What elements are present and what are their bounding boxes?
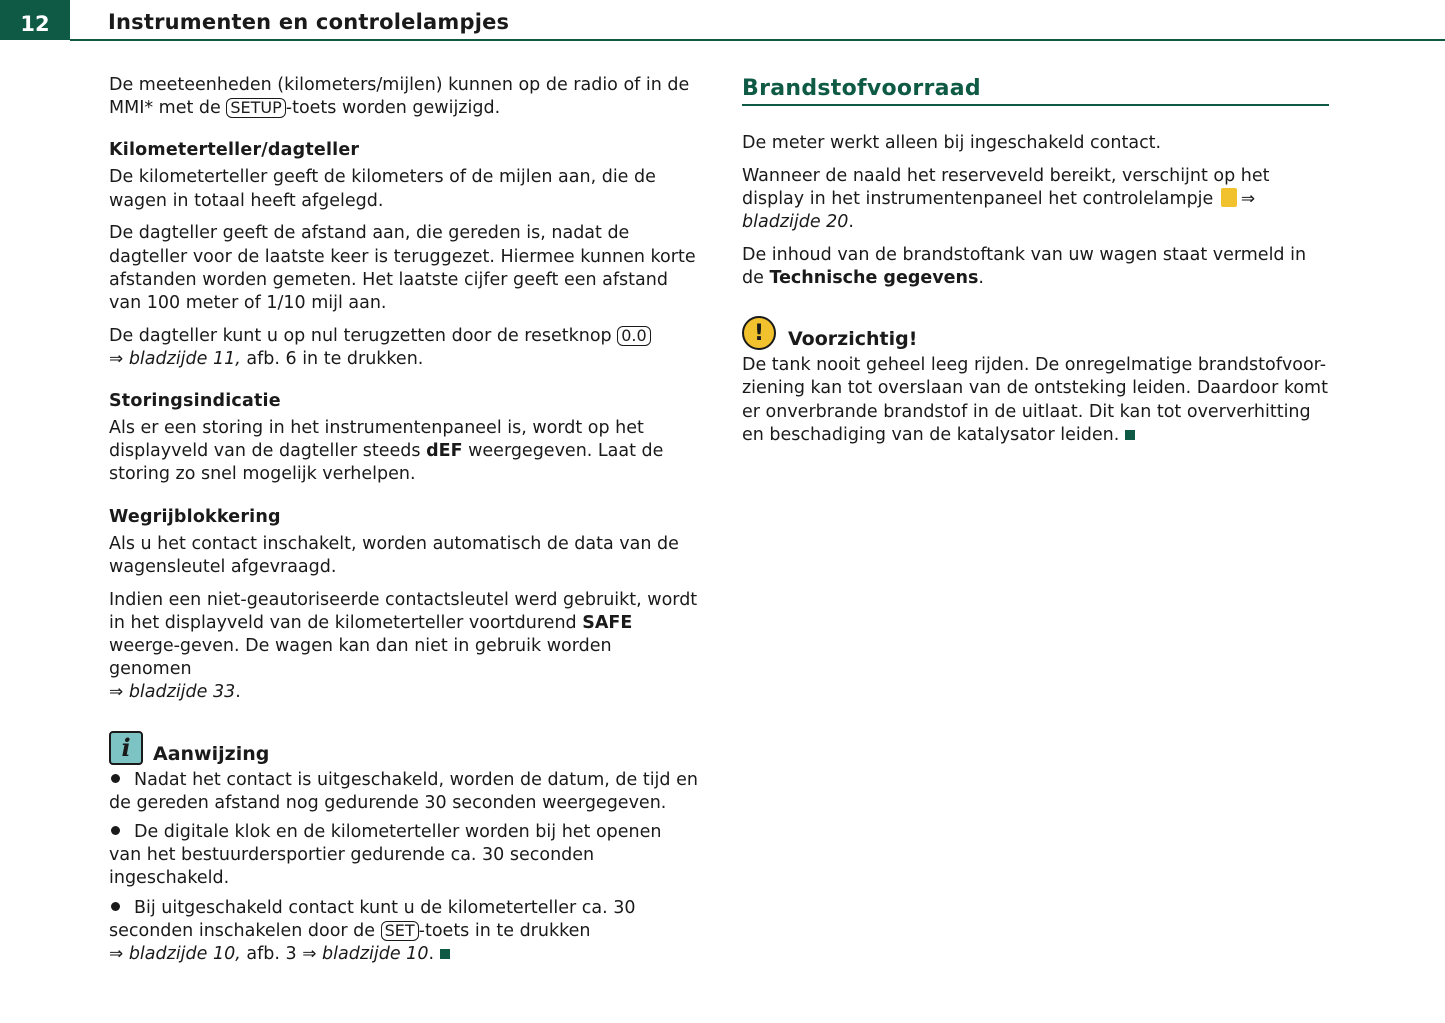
arrow-icon: ⇒ xyxy=(302,943,317,964)
arrow-icon: ⇒ xyxy=(109,682,124,703)
warning-title: Voorzichtig! xyxy=(788,328,918,351)
fuel-paragraph-2: Wanneer de naald het reserveveld bereikt, verschijnt op het display in het instrumentenpaneel het controlelampje ⇒ bladzijde 20. xyxy=(742,165,1270,233)
fuel-paragraph-3: De inhoud van de brandstoftank van uw wagen staat vermeld in de Technische gegevens. xyxy=(742,244,1307,289)
section-divider xyxy=(742,104,1329,106)
intro-paragraph: De meeteenheden (kilometers/mijlen) kunnen op de radio of in de MMI* met de SETUP -toets worden gewijzigd. xyxy=(109,75,690,119)
note-title: Aanwijzing xyxy=(153,742,270,765)
page-number: 12 xyxy=(0,0,70,40)
header-divider xyxy=(70,39,1445,41)
immobilizer-paragraph-1: Als u het contact inschakelt, worden automatisch de data van de wagensleutel afgevraagd. xyxy=(109,533,679,577)
note-bullet-3: Bij uitgeschakeld contact kunt u de kilometerteller ca. 30 seconden inschakelen door de SET -toets in te drukken ⇒ bladzijde 10, afb. 3 ⇒ bladzijde 10. xyxy=(109,897,636,964)
note-bullet-1: Nadat het contact is uitgeschakeld, worden de datum, de tijd en de gereden afstand nog gedurende 30 seconden weergegeven. xyxy=(109,769,698,813)
arrow-icon: ⇒ xyxy=(109,943,124,964)
heading-immobilizer: Wegrijblokkering xyxy=(109,506,281,527)
set-key: SET xyxy=(381,921,419,941)
note-header xyxy=(109,731,699,765)
end-marker-icon xyxy=(1125,430,1135,440)
fuel-paragraph-1: De meter werkt alleen bij ingeschakeld contact. xyxy=(742,133,1162,153)
note-bullet-2: De digitale klok en de kilometerteller worden bij het openen van het bestuurdersportier gedurende ca. 30 seconden ingeschakeld. xyxy=(109,821,662,889)
page-reference[interactable]: bladzijde 33 xyxy=(128,682,236,703)
odometer-paragraph-1: De kilometerteller geeft de kilometers of de mijlen aan, die de wagen in totaal heeft afgelegd. xyxy=(109,167,656,211)
chapter-title: Instrumenten en controlelampjes xyxy=(108,10,510,34)
fuel-warning-icon xyxy=(1221,188,1237,207)
bullet-icon xyxy=(111,826,120,835)
page-reference[interactable]: bladzijde 10, xyxy=(128,943,241,964)
warning-icon: ! xyxy=(742,316,776,350)
left-column xyxy=(109,74,699,972)
fault-paragraph: Als er een storing in het instrumentenpaneel is, wordt op het displayveld van de dagteller steeds dEF weergegeven. Laat de storing zo snel mogelijk verhelpen. xyxy=(109,418,664,485)
page-header xyxy=(0,0,1445,42)
section-title: Brandstofvoorraad xyxy=(742,76,981,101)
warning-header xyxy=(742,316,1329,350)
odometer-paragraph-2: De dagteller geeft de afstand aan, die gereden is, nadat de dagteller voor de laatste keer is teruggezet. Hiermee kunnen korte afstanden worden gemeten. Het laatste cijfer geeft een afstand van 100 meter of 1/10 mijl aan. xyxy=(109,223,696,313)
bullet-icon xyxy=(111,902,120,911)
bullet-icon xyxy=(111,774,120,783)
end-marker-icon xyxy=(440,949,450,959)
arrow-icon: ⇒ xyxy=(109,348,124,369)
odometer-paragraph-3: De dagteller kunt u op nul terugzetten door de resetknop 0.0 ⇒ bladzijde 11, afb. 6 in te drukken. xyxy=(109,325,699,371)
setup-key: SETUP xyxy=(226,98,285,118)
immobilizer-paragraph-2: Indien een niet-geautoriseerde contactsleutel werd gebruikt, wordt in het displayveld van de kilometerteller voortdurend SAFE weerge-geven. De wagen kan dan niet in gebruik worden genomen ⇒ bladzijde 33. xyxy=(109,589,698,703)
reset-key: 0.0 xyxy=(617,326,650,346)
page-reference[interactable]: bladzijde 11, xyxy=(128,348,241,369)
page-reference[interactable]: bladzijde 20 xyxy=(742,212,849,233)
page-reference[interactable]: bladzijde 10 xyxy=(322,943,429,964)
heading-fault: Storingsindicatie xyxy=(109,391,281,412)
info-icon: i xyxy=(109,731,143,765)
heading-odometer: Kilometerteller/dagteller xyxy=(109,140,360,161)
warning-paragraph: De tank nooit geheel leeg rijden. De onregelmatige brandstofvoor-ziening kan tot overslaan van de ontsteking leiden. Daardoor komt er onverbrande brandstof in de uitlaat. Dit kan tot oververhitting en beschadiging van de katalysator leiden. xyxy=(742,355,1328,445)
right-column xyxy=(742,74,1329,457)
arrow-icon: ⇒ xyxy=(1240,188,1256,209)
